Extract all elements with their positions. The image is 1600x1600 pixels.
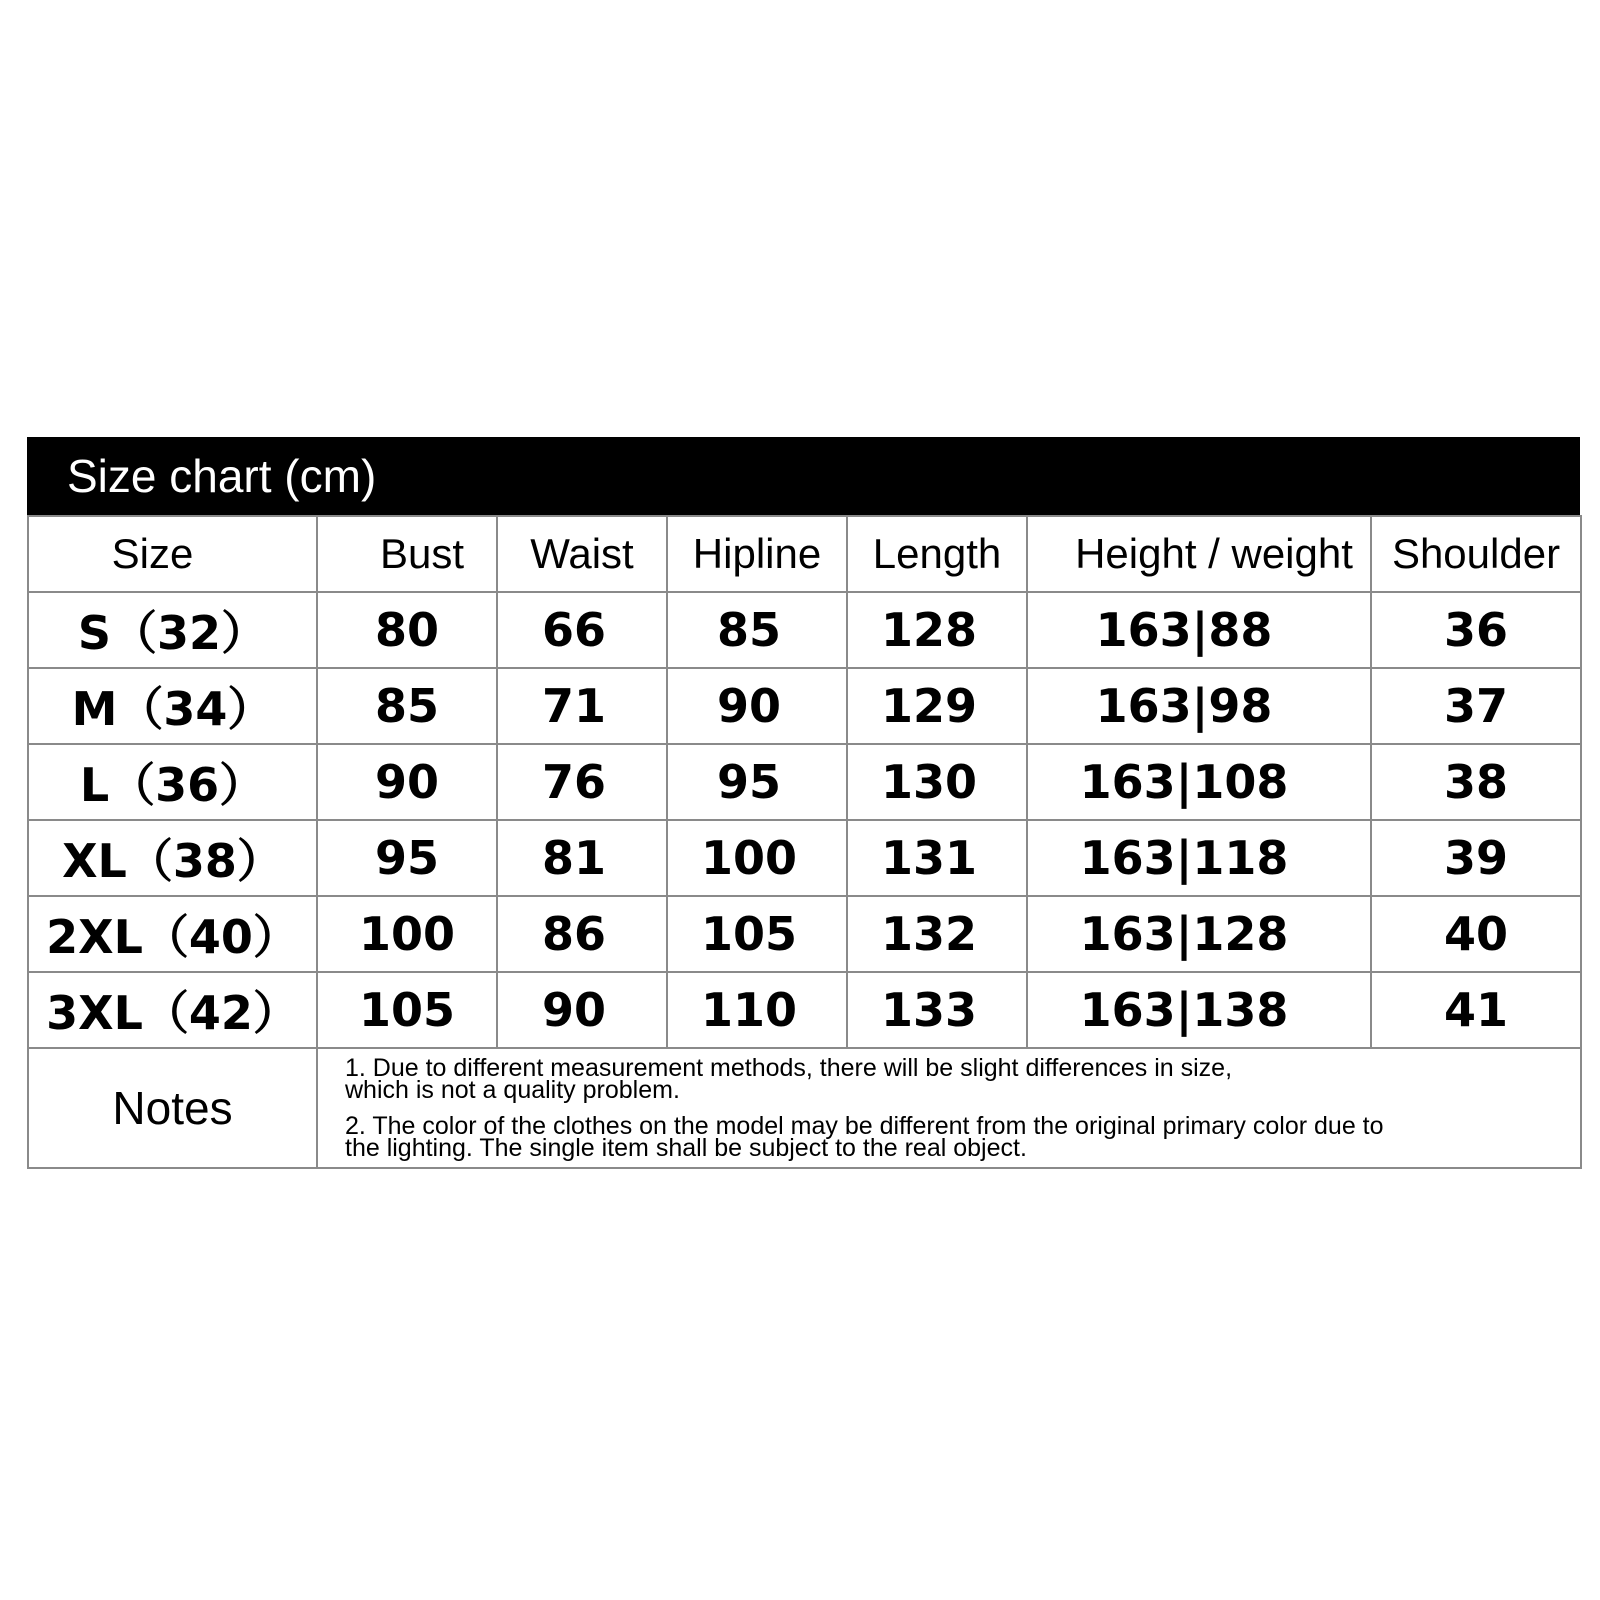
notes-row [28,1048,1581,1168]
note-line: which is not a quality problem. [345,1076,680,1104]
table-cell: 81 [497,820,667,896]
table-cell: 66 [497,592,667,668]
table-cell: 132 [847,896,1027,972]
column-header: Shoulder [1371,516,1581,592]
table-cell: 163|108 [1027,744,1371,820]
column-header: Bust [317,516,497,592]
table-row [28,592,1581,668]
column-header: Height / weight [1027,516,1371,592]
size-chart [27,437,1580,1169]
table-cell: 37 [1371,668,1581,744]
table-cell: 100 [317,896,497,972]
table-cell: 163|98 [1027,668,1371,744]
table-cell: 36 [1371,592,1581,668]
table-cell: 163|138 [1027,972,1371,1048]
table-row [28,668,1581,744]
header-row [28,516,1581,592]
table-cell: 85 [667,592,847,668]
note-line: the lighting. The single item shall be subject to the real object. [345,1134,1027,1162]
table-cell: 95 [317,820,497,896]
size-label-cell: 3XL（42） [28,972,317,1048]
table-cell: 90 [497,972,667,1048]
table-cell: 85 [317,668,497,744]
table-cell: 130 [847,744,1027,820]
column-header: Size [28,516,317,592]
table-cell: 163|128 [1027,896,1371,972]
table-cell: 163|118 [1027,820,1371,896]
size-label-cell: XL（38） [28,820,317,896]
size-label-cell: M（34） [28,668,317,744]
column-header: Waist [497,516,667,592]
column-header: Hipline [667,516,847,592]
table-cell: 90 [667,668,847,744]
table-cell: 163|88 [1027,592,1371,668]
table-cell: 110 [667,972,847,1048]
table-cell: 105 [667,896,847,972]
table-cell: 40 [1371,896,1581,972]
size-label-cell: L（36） [28,744,317,820]
column-header: Length [847,516,1027,592]
table-cell: 39 [1371,820,1581,896]
notes-text [317,1048,1581,1168]
table-cell: 41 [1371,972,1581,1048]
table-row [28,744,1581,820]
table-cell: 38 [1371,744,1581,820]
table-cell: 133 [847,972,1027,1048]
notes-label: Notes [28,1048,317,1168]
table-body [28,516,1581,1168]
chart-title: Size chart (cm) [27,437,1580,515]
table-cell: 80 [317,592,497,668]
table-row [28,972,1581,1048]
size-label-cell: 2XL（40） [28,896,317,972]
table-cell: 128 [847,592,1027,668]
size-table [27,515,1582,1169]
table-cell: 131 [847,820,1027,896]
table-row [28,896,1581,972]
table-cell: 86 [497,896,667,972]
table-row [28,820,1581,896]
size-label-cell: S（32） [28,592,317,668]
table-cell: 71 [497,668,667,744]
table-cell: 95 [667,744,847,820]
table-cell: 105 [317,972,497,1048]
table-cell: 100 [667,820,847,896]
note-line: 1. Due to different measurement methods, there will be slight differences in size, [345,1054,1233,1082]
note-line: 2. The color of the clothes on the model may be different from the original primary color due to [345,1112,1384,1140]
table-cell: 76 [497,744,667,820]
table-cell: 90 [317,744,497,820]
table-cell: 129 [847,668,1027,744]
